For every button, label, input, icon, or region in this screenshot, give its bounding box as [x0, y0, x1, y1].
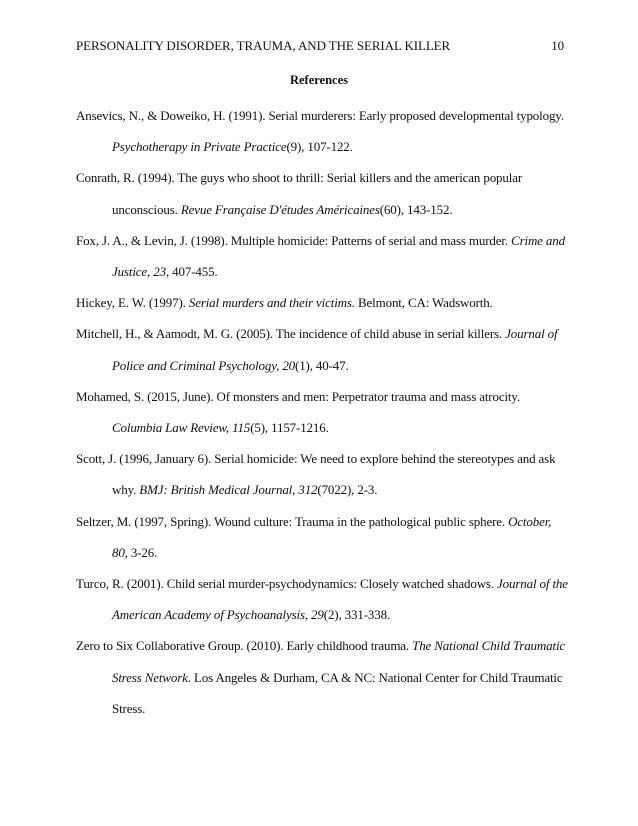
reference-text: Ansevics, N., & Doweiko, H. (1991). Serial murderers: Early proposed developmental typology. — [76, 108, 564, 123]
reference-entry — [76, 318, 568, 380]
reference-source: Psychotherapy in Private Practice — [112, 139, 287, 155]
running-head-title: PERSONALITY DISORDER, TRAUMA, AND THE SERIAL KILLER — [76, 38, 451, 53]
reference-source: Journal of Police and Criminal Psychology, 20 — [112, 326, 558, 373]
reference-text: Scott, J. (1996, January 6). Serial homicide: We need to explore behind the stereotypes and ask why. — [76, 451, 556, 498]
reference-text: Turco, R. (2001). Child serial murder-psychodynamics: Closely watched shadows. — [76, 576, 498, 592]
page-number: 10 — [551, 38, 564, 53]
reference-entry — [76, 568, 568, 630]
reference-text: Zero to Six Collaborative Group. (2010). Early childhood trauma. — [76, 638, 413, 654]
reference-text: Seltzer, M. (1997, Spring). Wound culture: Trauma in the pathological public sphere. — [76, 513, 509, 529]
references-heading: References — [289, 73, 349, 87]
reference-list — [76, 100, 568, 724]
reference-source: Serial murders and their victims. — [188, 295, 355, 311]
reference-source: Crime and Justice, 23 — [112, 232, 565, 280]
reference-entry — [76, 287, 568, 318]
reference-text: Conrath, R. (1994). The guys who shoot to thrill: Serial killers and the american popular unconscious. — [76, 170, 523, 217]
reference-entry — [76, 162, 568, 224]
reference-source: October, 80 — [112, 513, 552, 560]
reference-entry — [76, 506, 568, 568]
reference-source: BMJ: British Medical Journal, 312 — [139, 482, 318, 498]
reference-entry — [76, 630, 568, 724]
reference-entry — [76, 225, 568, 287]
reference-text: Mitchell, H., & Aamodt, M. G. (2005). The incidence of child abuse in serial killers. — [76, 326, 506, 342]
reference-details: (7022), 2-3. — [317, 482, 378, 498]
reference-details: (9), 107-122. — [286, 139, 353, 155]
reference-entry — [76, 381, 568, 443]
reference-entry — [76, 100, 568, 162]
reference-source: Revue Française D'études Américaines — [180, 201, 380, 217]
reference-details: (60), 143-152. — [379, 201, 453, 217]
reference-entry — [76, 443, 568, 505]
reference-details: (5), 1157-1216. — [250, 420, 329, 436]
reference-details: , 3-26. — [124, 544, 158, 560]
reference-details: , 407-455. — [165, 264, 218, 280]
reference-details: . Los Angeles & Durham, CA & NC: National Center for Child Traumatic Stress. — [112, 669, 563, 716]
reference-source: Journal of the American Academy of Psychoanalysis, 29 — [112, 576, 568, 623]
reference-details: (2), 331-338. — [323, 607, 391, 623]
reference-text: Mohamed, S. (2015, June). Of monsters and men: Perpetrator trauma and mass atrocity. — [76, 388, 520, 404]
reference-source: The National Child Traumatic Stress Network — [112, 638, 566, 685]
reference-details: Belmont, CA: Wadsworth. — [354, 295, 493, 311]
reference-text: Hickey, E. W. (1997). — [76, 295, 189, 311]
reference-source: Columbia Law Review, 115 — [112, 420, 251, 436]
reference-details: (1), 40-47. — [295, 357, 349, 373]
reference-text: Fox, J. A., & Levin, J. (1998). Multiple homicide: Patterns of serial and mass murder. — [76, 232, 512, 248]
running-head — [76, 38, 564, 54]
